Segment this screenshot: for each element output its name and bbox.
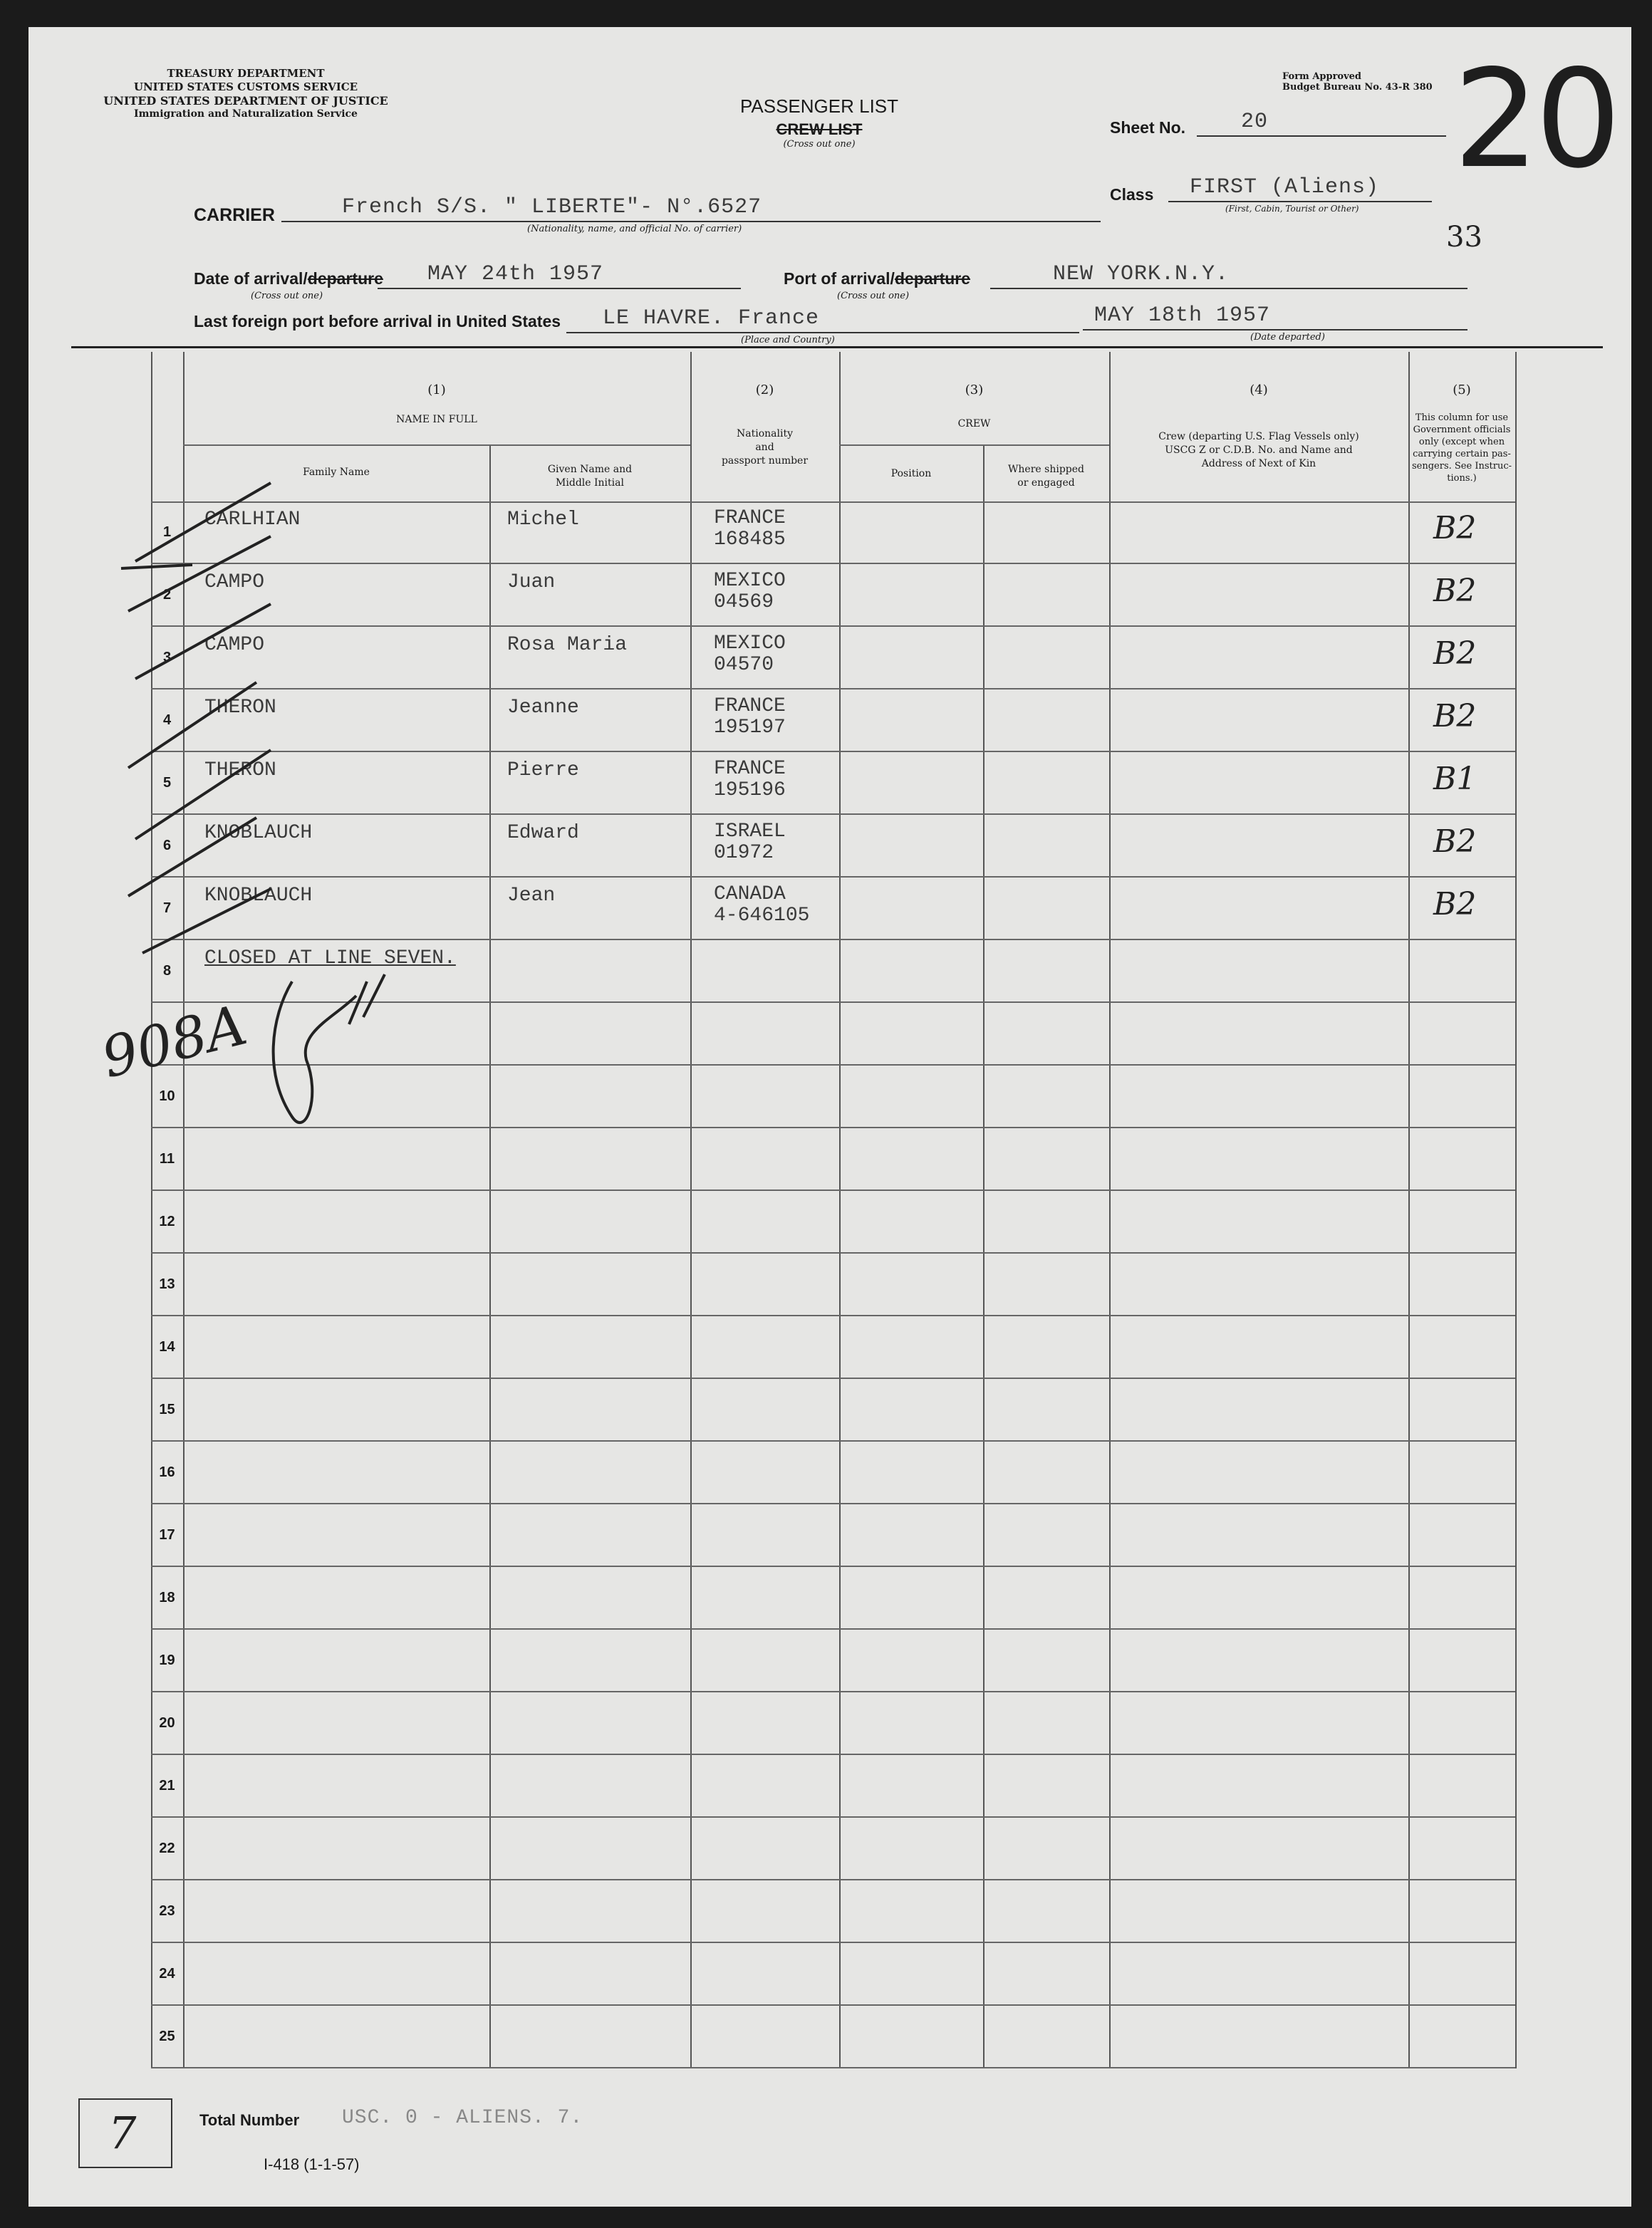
port-underline <box>990 288 1467 289</box>
passport-number: 195197 <box>714 717 786 739</box>
col2-title: Nationality and passport number <box>721 428 809 467</box>
official-mark: B2 <box>1433 510 1477 546</box>
table-row <box>151 501 1515 564</box>
last-port-label: Last foreign port before arrival in United States <box>194 312 561 330</box>
agency-line-1: TREASURY DEPARTMENT <box>167 67 325 80</box>
given-name: Jean <box>507 885 556 907</box>
nationality: MEXICO <box>714 570 786 592</box>
total-label: Total Number <box>199 2111 300 2129</box>
official-mark: B2 <box>1433 635 1477 672</box>
row-number: 25 <box>159 2029 175 2044</box>
row-number: 1 <box>162 524 172 540</box>
passenger-table <box>151 352 1611 2068</box>
port-note: (Cross out one) <box>837 291 910 301</box>
passport-number: 01972 <box>714 842 774 864</box>
arrival-label <box>194 269 383 288</box>
sheet-label: Sheet No. <box>1110 118 1186 137</box>
port-label-struck: departure <box>894 269 971 288</box>
col3-number: (3) <box>965 382 984 397</box>
class-handwritten-number: 33 <box>1446 221 1482 254</box>
passport-number: 168485 <box>714 529 786 551</box>
family-name: CARLHIAN <box>204 509 301 531</box>
col3-title: CREW <box>957 418 991 430</box>
passport-number: 04570 <box>714 654 774 676</box>
table-row <box>151 1692 1515 1755</box>
row-number: 21 <box>159 1778 175 1794</box>
port-value: NEW YORK.N.Y. <box>1053 262 1230 286</box>
col1-number: (1) <box>427 382 446 397</box>
row-number: 3 <box>162 650 172 665</box>
family-name: CAMPO <box>204 634 265 656</box>
subhead-line-name <box>183 444 690 446</box>
table-row <box>151 1442 1515 1504</box>
sheet-underline <box>1197 135 1446 137</box>
table-row <box>151 1567 1515 1630</box>
table-row <box>151 1880 1515 1943</box>
agency-block <box>96 67 395 121</box>
form-approved-line-1: Form Approved <box>1282 71 1362 82</box>
last-port-underline <box>566 332 1079 333</box>
class-note: (First, Cabin, Tourist or Other) <box>1225 204 1359 214</box>
passenger-list-sheet <box>28 27 1631 2207</box>
official-mark: B2 <box>1433 823 1477 860</box>
row-number: 7 <box>162 900 172 916</box>
row-number: 6 <box>162 838 172 853</box>
arrival-date-value: MAY 24th 1957 <box>427 262 604 286</box>
carrier-underline <box>281 221 1101 222</box>
table-rows <box>151 501 1515 2068</box>
row-number: 14 <box>159 1339 175 1355</box>
row-number: 20 <box>159 1715 175 1731</box>
handwritten-note: 908A <box>95 993 254 1091</box>
row-number: 23 <box>159 1903 175 1919</box>
row-number: 19 <box>159 1652 175 1668</box>
port-label-prefix: Port of arrival/ <box>784 269 895 288</box>
col5-number: (5) <box>1453 382 1471 397</box>
row-number: 4 <box>162 712 172 728</box>
given-name: Michel <box>507 509 579 531</box>
family-name: THERON <box>204 759 276 781</box>
nationality: FRANCE <box>714 507 786 529</box>
last-port-value: LE HAVRE. France <box>603 306 820 330</box>
row-number: 8 <box>162 963 172 979</box>
row-number: 22 <box>159 1841 175 1856</box>
form-id: I-418 (1-1-57) <box>264 2155 360 2173</box>
nationality: CANADA <box>714 883 786 905</box>
sheet-big-number: 20 <box>1453 41 1617 198</box>
col1-given: Given Name and Middle Initial <box>547 464 633 489</box>
arrival-label-prefix: Date of arrival/ <box>194 269 308 288</box>
table-row <box>151 752 1515 815</box>
table-row <box>151 1504 1515 1567</box>
departed-date-value: MAY 18th 1957 <box>1094 303 1271 328</box>
official-mark: B2 <box>1433 886 1477 922</box>
family-name: THERON <box>204 697 276 719</box>
carrier-value: French S/S. " LIBERTE"- N°.6527 <box>342 195 762 219</box>
col4-title: Crew (departing U.S. Flag Vessels only) USCG Z or C.D.B. No. and Name and Address of Next of Kin <box>1158 431 1359 469</box>
row-number: 12 <box>159 1214 175 1229</box>
given-name: Pierre <box>507 759 579 781</box>
table-row <box>151 1191 1515 1254</box>
table-row <box>151 2006 1515 2068</box>
official-mark: B2 <box>1433 698 1477 734</box>
class-value: FIRST (Aliens) <box>1190 175 1380 199</box>
title-passenger-list: PASSENGER LIST <box>739 95 899 117</box>
col-line-right <box>1515 352 1517 2068</box>
carrier-label: CARRIER <box>194 205 275 225</box>
table-row <box>151 815 1515 878</box>
form-approved <box>1282 71 1433 93</box>
last-port-note: (Place and Country) <box>741 335 835 345</box>
table-row <box>151 689 1515 752</box>
total-box-value: 7 <box>108 2107 137 2159</box>
given-name: Rosa Maria <box>507 634 628 656</box>
row-number: 16 <box>159 1464 175 1480</box>
row-number: 5 <box>162 775 172 791</box>
col3-where: Where shipped or engaged <box>1008 464 1084 489</box>
col5-title: This column for use Government officials only (except when carrying certain pas- sengers. See Instruc- tions.) <box>1412 412 1512 484</box>
form-title <box>698 95 940 150</box>
col1-family: Family Name <box>303 467 370 478</box>
passport-number: 195196 <box>714 779 786 801</box>
table-row <box>151 1943 1515 2006</box>
row-check-marks <box>107 469 321 982</box>
table-row <box>151 878 1515 940</box>
agency-line-3: UNITED STATES DEPARTMENT OF JUSTICE <box>103 94 388 108</box>
family-name: CAMPO <box>204 571 265 593</box>
col4-number: (4) <box>1250 382 1268 397</box>
col1-title: NAME IN FULL <box>396 414 477 425</box>
header-rule <box>71 346 1603 348</box>
row-number: 13 <box>159 1276 175 1292</box>
family-name: KNOBLAUCH <box>204 885 313 907</box>
official-mark: B1 <box>1433 761 1477 797</box>
sheet-value: 20 <box>1241 110 1269 134</box>
title-note: (Cross out one) <box>783 139 856 150</box>
table-row <box>151 1316 1515 1379</box>
port-label <box>784 269 970 288</box>
form-approved-line-2: Budget Bureau No. 43-R 380 <box>1282 82 1433 93</box>
nationality: FRANCE <box>714 758 786 780</box>
passport-number: 04569 <box>714 591 774 613</box>
departed-date-underline <box>1083 329 1467 330</box>
table-row <box>151 1379 1515 1442</box>
table-row <box>151 627 1515 689</box>
nationality: FRANCE <box>714 695 786 717</box>
departed-date-note: (Date departed) <box>1250 332 1325 343</box>
family-name: KNOBLAUCH <box>204 822 313 844</box>
agency-line-4: Immigration and Naturalization Service <box>134 108 358 120</box>
row-number: 17 <box>159 1527 175 1543</box>
row-number: 11 <box>159 1151 175 1167</box>
class-label: Class <box>1110 185 1154 204</box>
family-name: CLOSED AT LINE SEVEN. <box>204 947 456 969</box>
title-crew-list: CREW LIST <box>776 120 863 138</box>
given-name: Jeanne <box>507 697 579 719</box>
carrier-note: (Nationality, name, and official No. of carrier) <box>527 224 742 234</box>
row-number: 15 <box>159 1402 175 1417</box>
row-number: 10 <box>159 1088 175 1104</box>
row-number: 24 <box>159 1966 175 1982</box>
table-row <box>151 564 1515 627</box>
col2-number: (2) <box>755 382 774 397</box>
arrival-label-struck: departure <box>307 269 383 288</box>
row-number: 18 <box>159 1590 175 1605</box>
total-value: USC. 0 - ALIENS. 7. <box>342 2107 583 2129</box>
subhead-line-crew <box>839 444 1109 446</box>
table-row <box>151 1755 1515 1818</box>
class-underline <box>1168 201 1432 202</box>
nationality: ISRAEL <box>714 821 786 843</box>
table-row <box>151 1254 1515 1316</box>
nationality: MEXICO <box>714 633 786 655</box>
row-number: 2 <box>162 587 172 603</box>
passport-number: 4-646105 <box>714 905 810 927</box>
table-row <box>151 1630 1515 1692</box>
col3-position: Position <box>890 468 932 479</box>
handwritten-scrawl <box>242 953 399 1145</box>
official-mark: B2 <box>1433 573 1477 609</box>
table-row <box>151 1818 1515 1880</box>
arrival-note: (Cross out one) <box>251 291 323 301</box>
given-name: Juan <box>507 571 556 593</box>
arrival-date-underline <box>378 288 741 289</box>
agency-line-2: UNITED STATES CUSTOMS SERVICE <box>133 80 358 93</box>
given-name: Edward <box>507 822 579 844</box>
